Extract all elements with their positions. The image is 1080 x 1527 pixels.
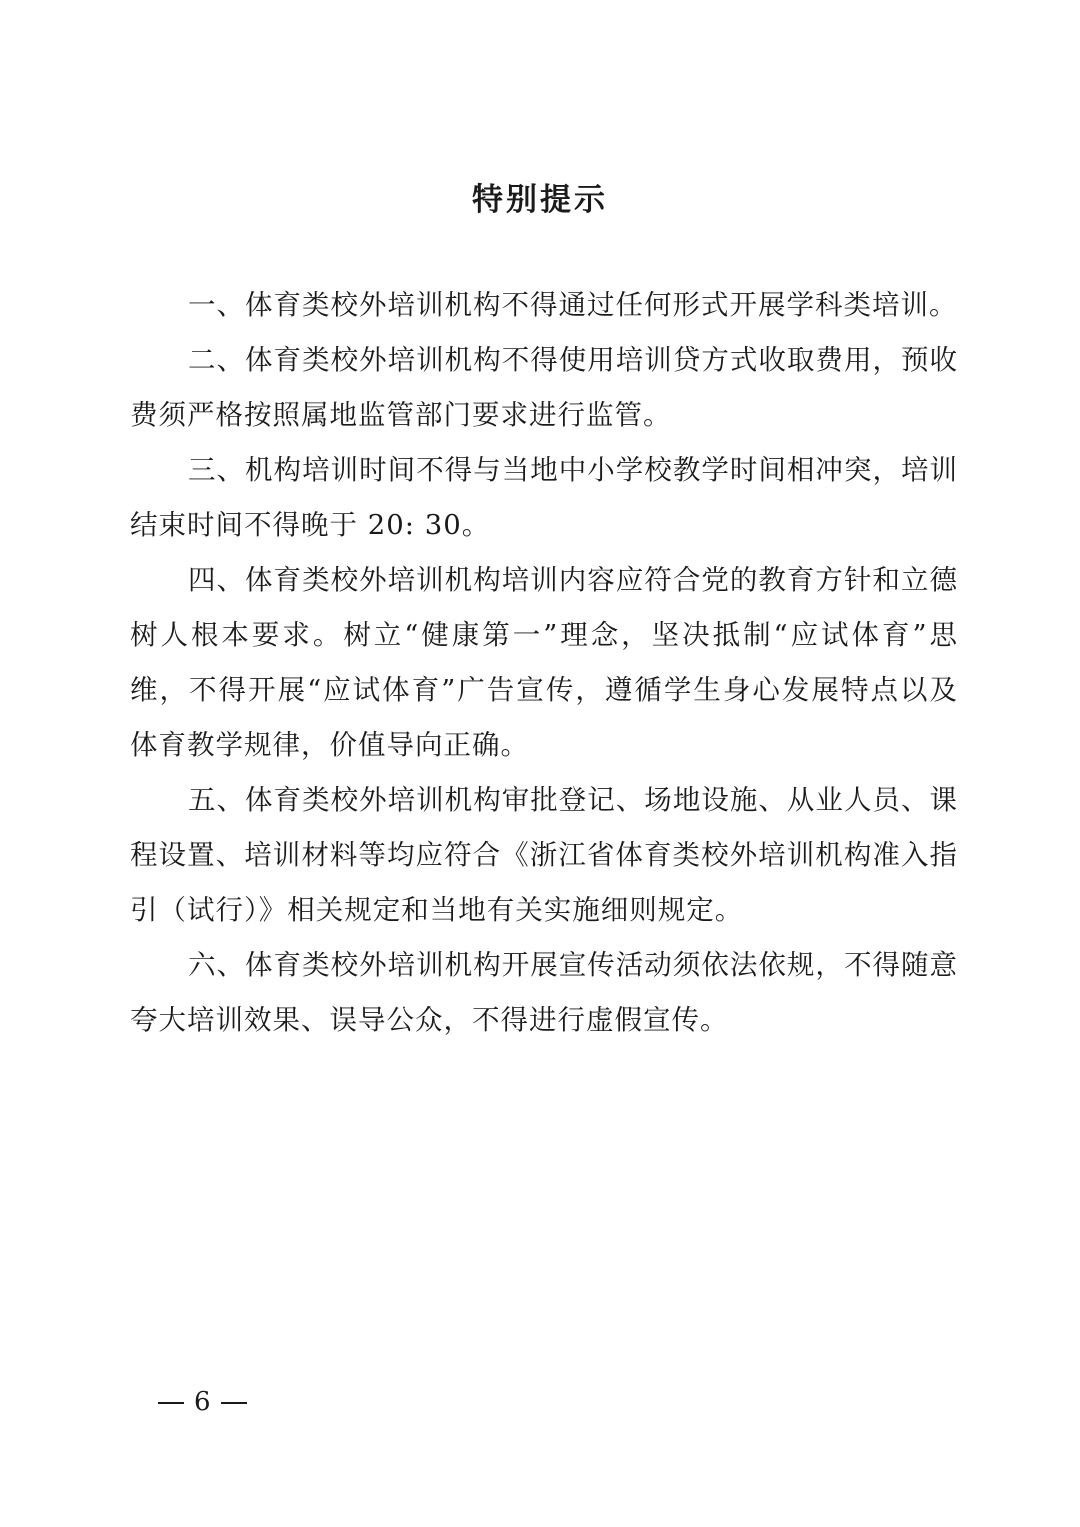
- paragraph-4: 四、体育类校外培训机构培训内容应符合党的教育方针和立德树人根本要求。树立“健康第一”理念，坚决抵制“应试体育”思维，不得开展“应试体育”广告宣传，遵循学生身心发展特点以及体育教学规律，价值导向正确。: [130, 564, 958, 761]
- footer-dash-left: [158, 1402, 184, 1404]
- paragraph-3: 三、机构培训时间不得与当地中小学校教学时间相冲突，培训结束时间不得晚于 20: 30。: [130, 454, 958, 541]
- paragraph-1: 一、体育类校外培训机构不得通过任何形式开展学科类培训。: [188, 289, 958, 321]
- document-body: [130, 278, 958, 1048]
- page-footer: [148, 1382, 257, 1422]
- page-number: 6: [194, 1387, 211, 1417]
- paragraph-6: 六、体育类校外培训机构开展宣传活动须依法依规，不得随意夸大培训效果、误导公众，不得进行虚假宣传。: [130, 949, 958, 1036]
- paragraph-5: 五、体育类校外培训机构审批登记、场地设施、从业人员、课程设置、培训材料等均应符合《浙江省体育类校外培训机构准入指引（试行）》相关规定和当地有关实施细则规定。: [130, 784, 958, 926]
- document-title: 特别提示: [472, 182, 608, 218]
- footer-dash-right: [221, 1402, 247, 1404]
- paragraph-2: 二、体育类校外培训机构不得使用培训贷方式收取费用，预收费须严格按照属地监管部门要求进行监管。: [130, 344, 958, 431]
